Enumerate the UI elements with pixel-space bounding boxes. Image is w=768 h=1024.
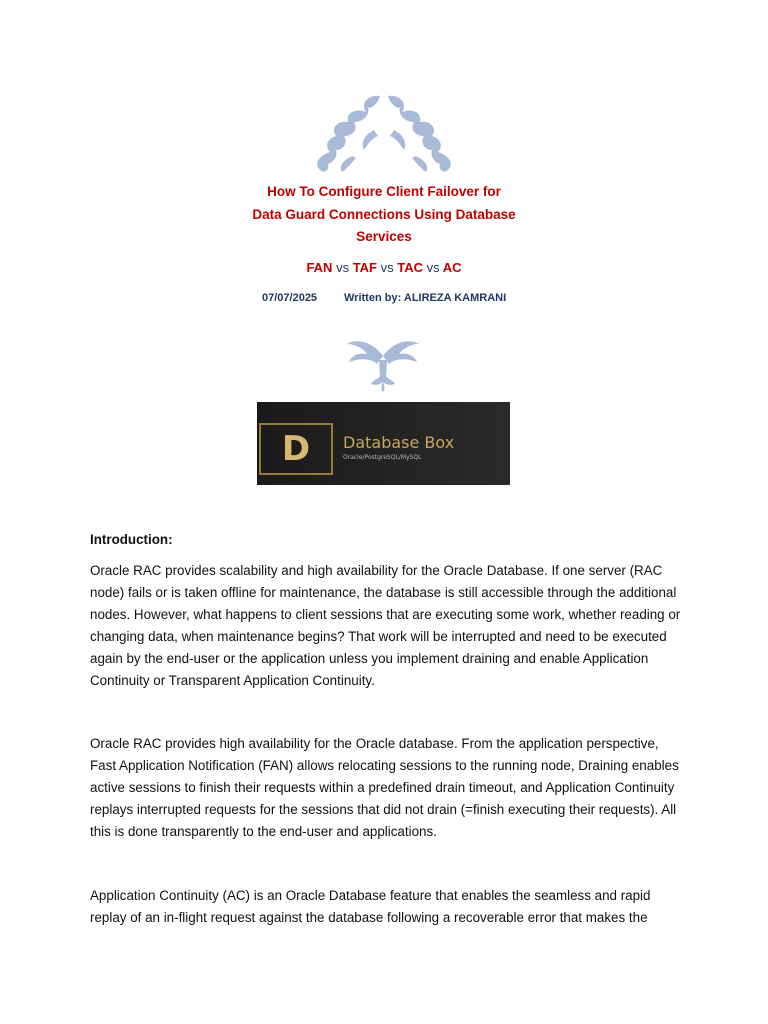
document-author: Written by: ALIREZA KAMRANI bbox=[344, 292, 507, 304]
subtitle-item-taf: TAF bbox=[352, 260, 377, 275]
subtitle-item-fan: FAN bbox=[306, 260, 333, 275]
subtitle-item-tac: TAC bbox=[397, 260, 424, 275]
logo-frame bbox=[259, 423, 333, 475]
floral-ornament-top bbox=[308, 90, 460, 174]
database-box-logo bbox=[257, 402, 510, 485]
section-heading: Introduction: bbox=[90, 532, 173, 547]
title-line-2: Data Guard Connections Using Database bbox=[252, 206, 516, 222]
document-title bbox=[234, 181, 534, 249]
logo-letter: D bbox=[281, 429, 311, 469]
document-body bbox=[90, 530, 682, 929]
document-subtitle bbox=[234, 258, 534, 278]
logo-tagline: Oracle/PostgreSQL/MySQL bbox=[343, 454, 422, 461]
document-date: 07/07/2025 bbox=[262, 292, 318, 304]
title-line-3: Services bbox=[356, 229, 412, 244]
logo-name: Database Box bbox=[343, 433, 455, 452]
paragraph-2: Oracle RAC provides high availability for the Oracle database. From the application perspective, Fast Application Notification (FAN) allows relocating sessions to the running node, Draining enables active sessions to finish their requests within a predefined drain timeout, and Application Continuity replays interrupted requests for the sessions that did not drain (=finish executing their requests). All this is done transparently to the end-user and applications. bbox=[90, 736, 679, 839]
subtitle-separator: vs bbox=[426, 260, 440, 275]
paragraph-3: Application Continuity (AC) is an Oracle Database feature that enables the seamless and rapid replay of an in-flight request against the database following a recoverable error that makes the bbox=[90, 888, 651, 925]
floral-ornament-divider bbox=[343, 336, 423, 392]
subtitle-item-ac: AC bbox=[442, 260, 462, 275]
subtitle-separator: vs bbox=[336, 260, 350, 275]
subtitle-separator: vs bbox=[380, 260, 394, 275]
document-meta bbox=[262, 290, 522, 306]
paragraph-1: Oracle RAC provides scalability and high availability for the Oracle Database. If one server (RAC node) fails or is taken offline for maintenance, the database is still accessible through the additional nodes. However, what happens to client sessions that are executing some work, whether reading or changing data, when maintenance begins? That work will be interrupted and need to be executed again by the end-user or the application unless you implement draining and enable Application Continuity or Transparent Application Continuity. bbox=[90, 563, 681, 688]
title-line-1: How To Configure Client Failover for bbox=[267, 184, 501, 199]
